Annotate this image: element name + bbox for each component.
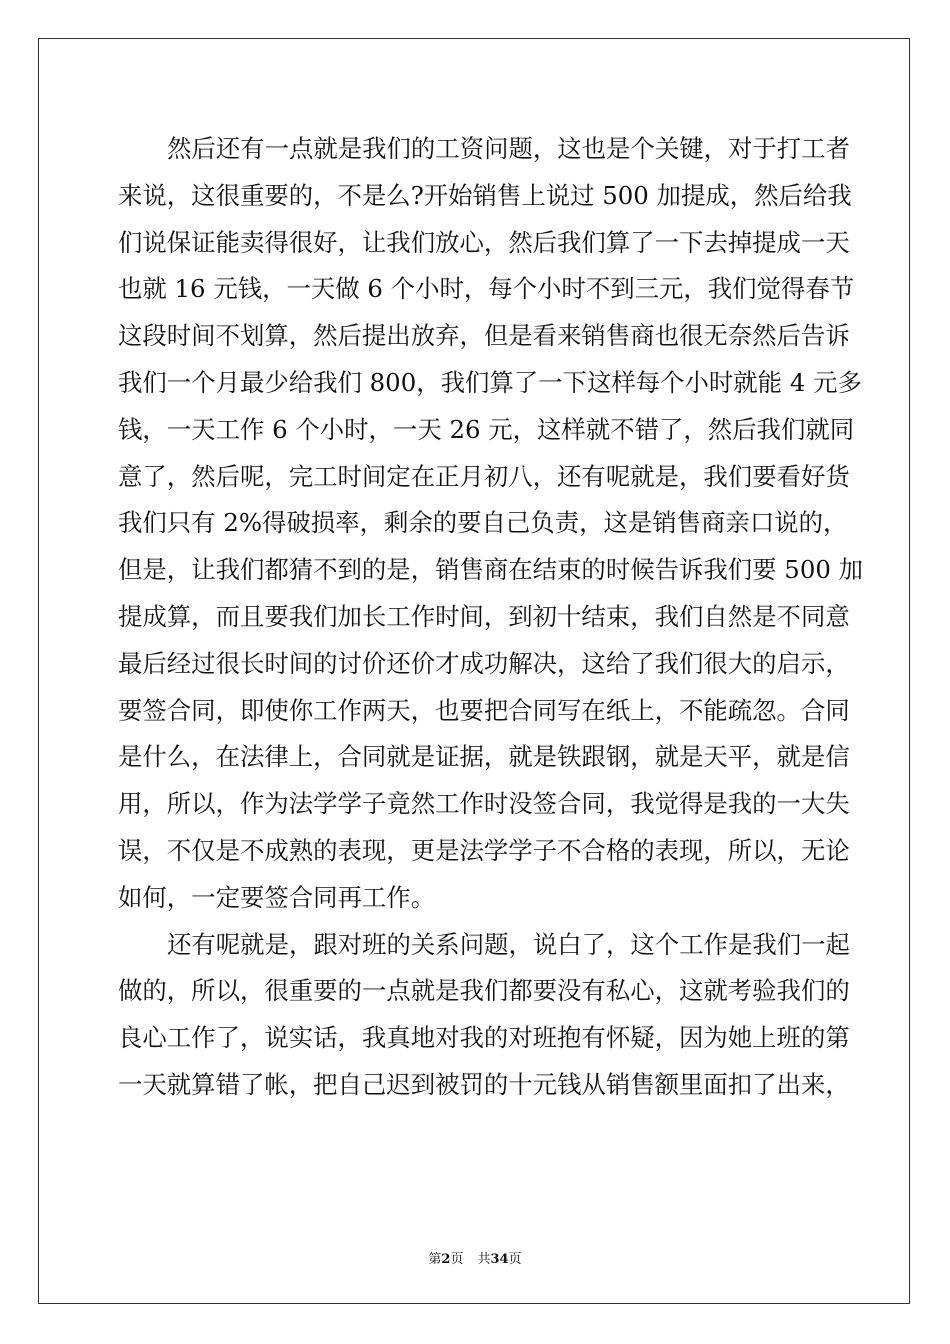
page-total: 34 xyxy=(490,1252,509,1267)
page-suffix: 页 xyxy=(450,1252,464,1267)
total-suffix: 页 xyxy=(508,1252,522,1267)
text-line: 来说，这很重要的，不是么?开始销售上说过 500 加提成，然后给我 xyxy=(118,180,852,210)
text-line: 这段时间不划算，然后提出放弃，但是看来销售商也很无奈然后告诉 xyxy=(118,321,850,351)
text-line: 要签合同，即使你工作两天，也要把合同写在纸上，不能疏忽。合同 xyxy=(118,695,850,725)
page-current: 2 xyxy=(441,1252,451,1267)
text-line: 良心工作了，说实话，我真地对我的对班抱有怀疑，因为她上班的第 xyxy=(118,1023,850,1053)
page-prefix: 第 xyxy=(428,1252,442,1267)
text-line: 们说保证能卖得很好，让我们放心，然后我们算了一下去掉提成一天 xyxy=(118,227,850,257)
text-line: 我们一个月最少给我们 800，我们算了一下这样每个小时就能 4 元多 xyxy=(118,367,862,397)
text-line: 做的，所以，很重要的一点就是我们都要没有私心，这就考验我们的 xyxy=(118,976,850,1006)
text-line: 但是，让我们都猜不到的是，销售商在结束的时候告诉我们要 500 加 xyxy=(118,555,863,585)
paragraph-2 xyxy=(118,922,850,1109)
text-line: 也就 16 元钱，一天做 6 个小时，每个小时不到三元，我们觉得春节 xyxy=(118,274,855,304)
text-line: 还有呢就是，跟对班的关系问题，说白了，这个工作是我们一起 xyxy=(167,929,850,959)
page-footer xyxy=(0,1248,950,1267)
text-line: 钱，一天工作 6 个小时，一天 26 元，这样就不错了，然后我们就同 xyxy=(118,414,855,444)
text-line: 提成算，而且要我们加长工作时间，到初十结束，我们自然是不同意 xyxy=(118,601,850,631)
text-line: 我们只有 2%得破损率，剩余的要自己负责，这是销售商亲口说的， xyxy=(118,508,848,538)
text-line: 如何，一定要签合同再工作。 xyxy=(118,882,436,912)
text-line: 然后还有一点就是我们的工资问题，这也是个关键，对于打工者 xyxy=(167,134,850,163)
document-body xyxy=(118,126,863,1109)
text-line: 意了，然后呢，完工时间定在正月初八，还有呢就是，我们要看好货 xyxy=(118,461,850,491)
text-line: 误，不仅是不成熟的表现，更是法学学子不合格的表现，所以，无论 xyxy=(118,835,850,865)
total-prefix: 共 xyxy=(477,1252,491,1267)
text-line: 一天就算错了帐，把自己迟到被罚的十元钱从销售额里面扣了出来， xyxy=(118,1069,850,1099)
text-line: 是什么，在法律上，合同就是证据，就是铁跟钢，就是天平，就是信 xyxy=(118,742,850,772)
text-line: 用，所以，作为法学学子竟然工作时没签合同，我觉得是我的一大失 xyxy=(118,789,850,819)
paragraph-1 xyxy=(118,126,863,922)
text-line: 最后经过很长时间的讨价还价才成功解决，这给了我们很大的启示， xyxy=(118,648,850,678)
